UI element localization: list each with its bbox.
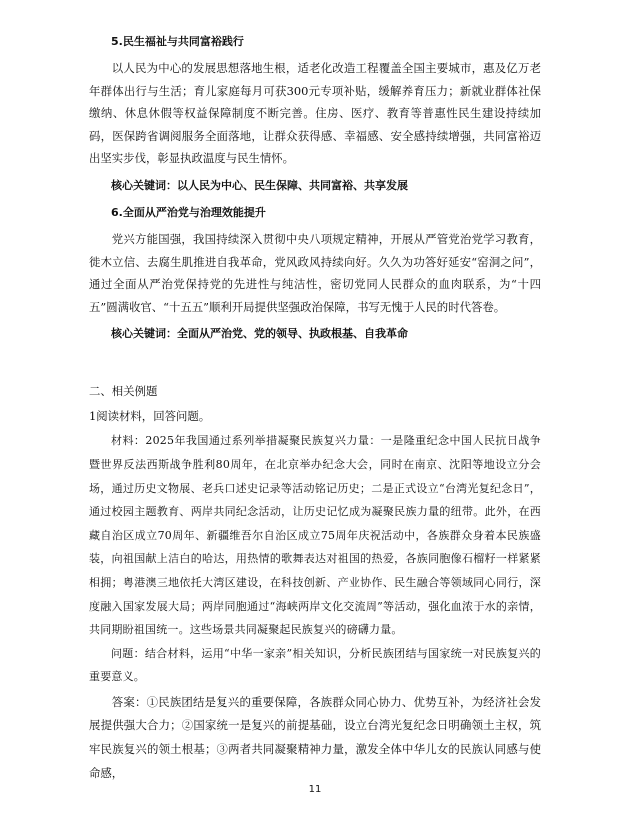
material-text: 材料：2025年我国通过系列举措凝聚民族复兴力量：一是隆重纪念中国人民抗日战争暨世界反法西斯战争胜利80周年，在北京举办纪念大会，同时在南京、沈阳等地设立分会场，通过历史文物展、老兵口述史记录等活动铭记历史；二是正式设立“台湾光复纪念日”，通过校园主题教育、两岸共同纪念活动，让历史记忆成为凝聚民族力量的纽带。此外，在西藏自治区成立70周年、新疆维吾尔自治区成立75周年庆祝活动中，各族群众身着本民族盛装，向祖国献上洁白的哈达，用热情的歌舞表达对祖国的热爱，各族同胞像石榴籽一样紧紧相拥；粤港澳三地依托大湾区建设，在科技创新、产业协作、民生融合等领域同心同行，深度融入国家发展大局；两岸同胞通过“海峡两岸文化交流周”等活动，强化血浓于水的亲情，共同期盼祖国统一。这些场景共同凝聚起民族复兴的磅礴力量。: [89, 434, 541, 637]
examples-heading: 二、相关例题: [89, 384, 158, 399]
page-content: [89, 30, 541, 785]
section-6-body: 党兴方能国强，我国持续深入贯彻中央八项规定精神，开展从严管党治党学习教育，徙木立信、去腐生肌推进自我革命，党风政风持续向好。久久为功答好延安“窑洞之问”，通过全面从严治党保持党的先进性与纯洁性，密切党同人民群众的血肉联系，为“十四五”圆满收官、“十五五”顺利开局提供坚强政治保障，书写无愧于人民的时代答卷。: [89, 231, 541, 314]
section-6-heading: 6.全面从严治党与治理效能提升: [111, 205, 266, 219]
section-5-body: 以人民为中心的发展思想落地生根，适老化改造工程覆盖全国主要城市，惠及亿万老年群体出行与生活；育儿家庭每月可获300元专项补贴，缓解养育压力；新就业群体社保缴纳、休息休假等权益保障制度不断完善。住房、医疗、教育等普惠性民生建设持续加码，医保跨省调阅服务全面落地，让群众获得感、幸福感、安全感持续增强，共同富裕迈出坚实步伐，彰显执政温度与民生情怀。: [89, 61, 541, 166]
section-5-keywords: 核心关键词：以人民为中心、民生保障、共同富裕、共享发展: [111, 178, 408, 192]
section-5-heading: 5.民生福祉与共同富裕践行: [111, 35, 244, 48]
question-text: 问题：结合材料，运用“中华一家亲”相关知识，分析民族团结与国家统一对民族复兴的重要意义。: [89, 646, 541, 684]
answer-text: 答案：①民族团结是复兴的重要保障，各族群众同心协力、优势互补，为经济社会发展提供强大合力；②国家统一是复兴的前提基础，设立台湾光复纪念日明确领土主权，筑牢民族复兴的领土根基；③两者共同凝聚精神力量，激发全体中华儿女的民族认同感与使命感，: [89, 694, 541, 780]
question-intro: 1阅读材料，回答问题。: [89, 409, 211, 424]
page-number: 11: [308, 784, 322, 795]
section-6-keywords: 核心关键词：全面从严治党、党的领导、执政根基、自我革命: [111, 327, 408, 341]
